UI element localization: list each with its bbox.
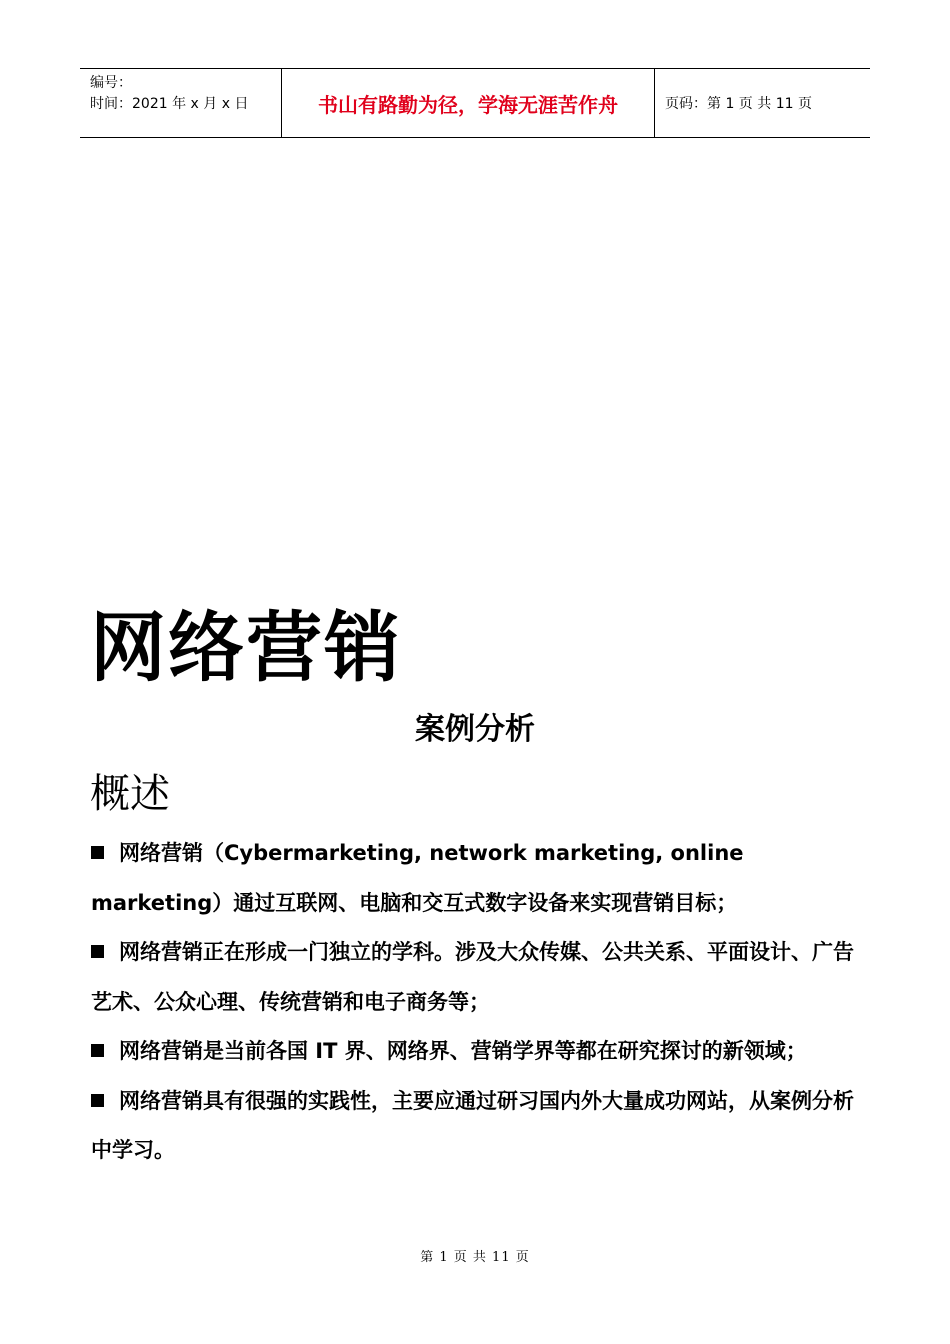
header-meta (80, 69, 281, 137)
bullet-item (91, 829, 866, 928)
bullet-text: 网络营销（Cybermarketing, network marketing, online marketing）通过互联网、电脑和交互式数字设备来实现营销目标； (91, 841, 744, 915)
document-time-label: 时间：2021 年 x 月 x 日 (90, 96, 249, 112)
bullet-item (91, 928, 866, 1027)
square-bullet-icon (91, 945, 104, 958)
header-page-info: 页码：第 1 页 共 11 页 (665, 96, 812, 112)
document-title: 网络营销 (90, 603, 402, 692)
bullet-item (91, 1077, 866, 1176)
document-subtitle: 案例分析 (415, 712, 535, 747)
section-heading: 概述 (90, 771, 170, 817)
square-bullet-icon (91, 846, 104, 859)
square-bullet-icon (91, 1094, 104, 1107)
bullet-text: 网络营销具有很强的实践性，主要应通过研习国内外大量成功网站，从案例分析中学习。 (91, 1088, 854, 1162)
bullet-list (91, 829, 866, 1176)
header-motto: 书山有路勤为径，学海无涯苦作舟 (281, 69, 655, 137)
bullet-text: 网络营销是当前各国 IT 界、网络界、营销学界等都在研究探讨的新领域； (119, 1039, 807, 1063)
page-header (80, 68, 870, 138)
bullet-text: 网络营销正在形成一门独立的学科。涉及大众传媒、公共关系、平面设计、广告艺术、公众心理、传统营销和电子商务等； (91, 940, 854, 1014)
page-footer: 第 1 页 共 11 页 (420, 1250, 530, 1265)
square-bullet-icon (91, 1044, 104, 1057)
bullet-item (91, 1027, 866, 1077)
document-number-label: 编号： (90, 75, 132, 91)
